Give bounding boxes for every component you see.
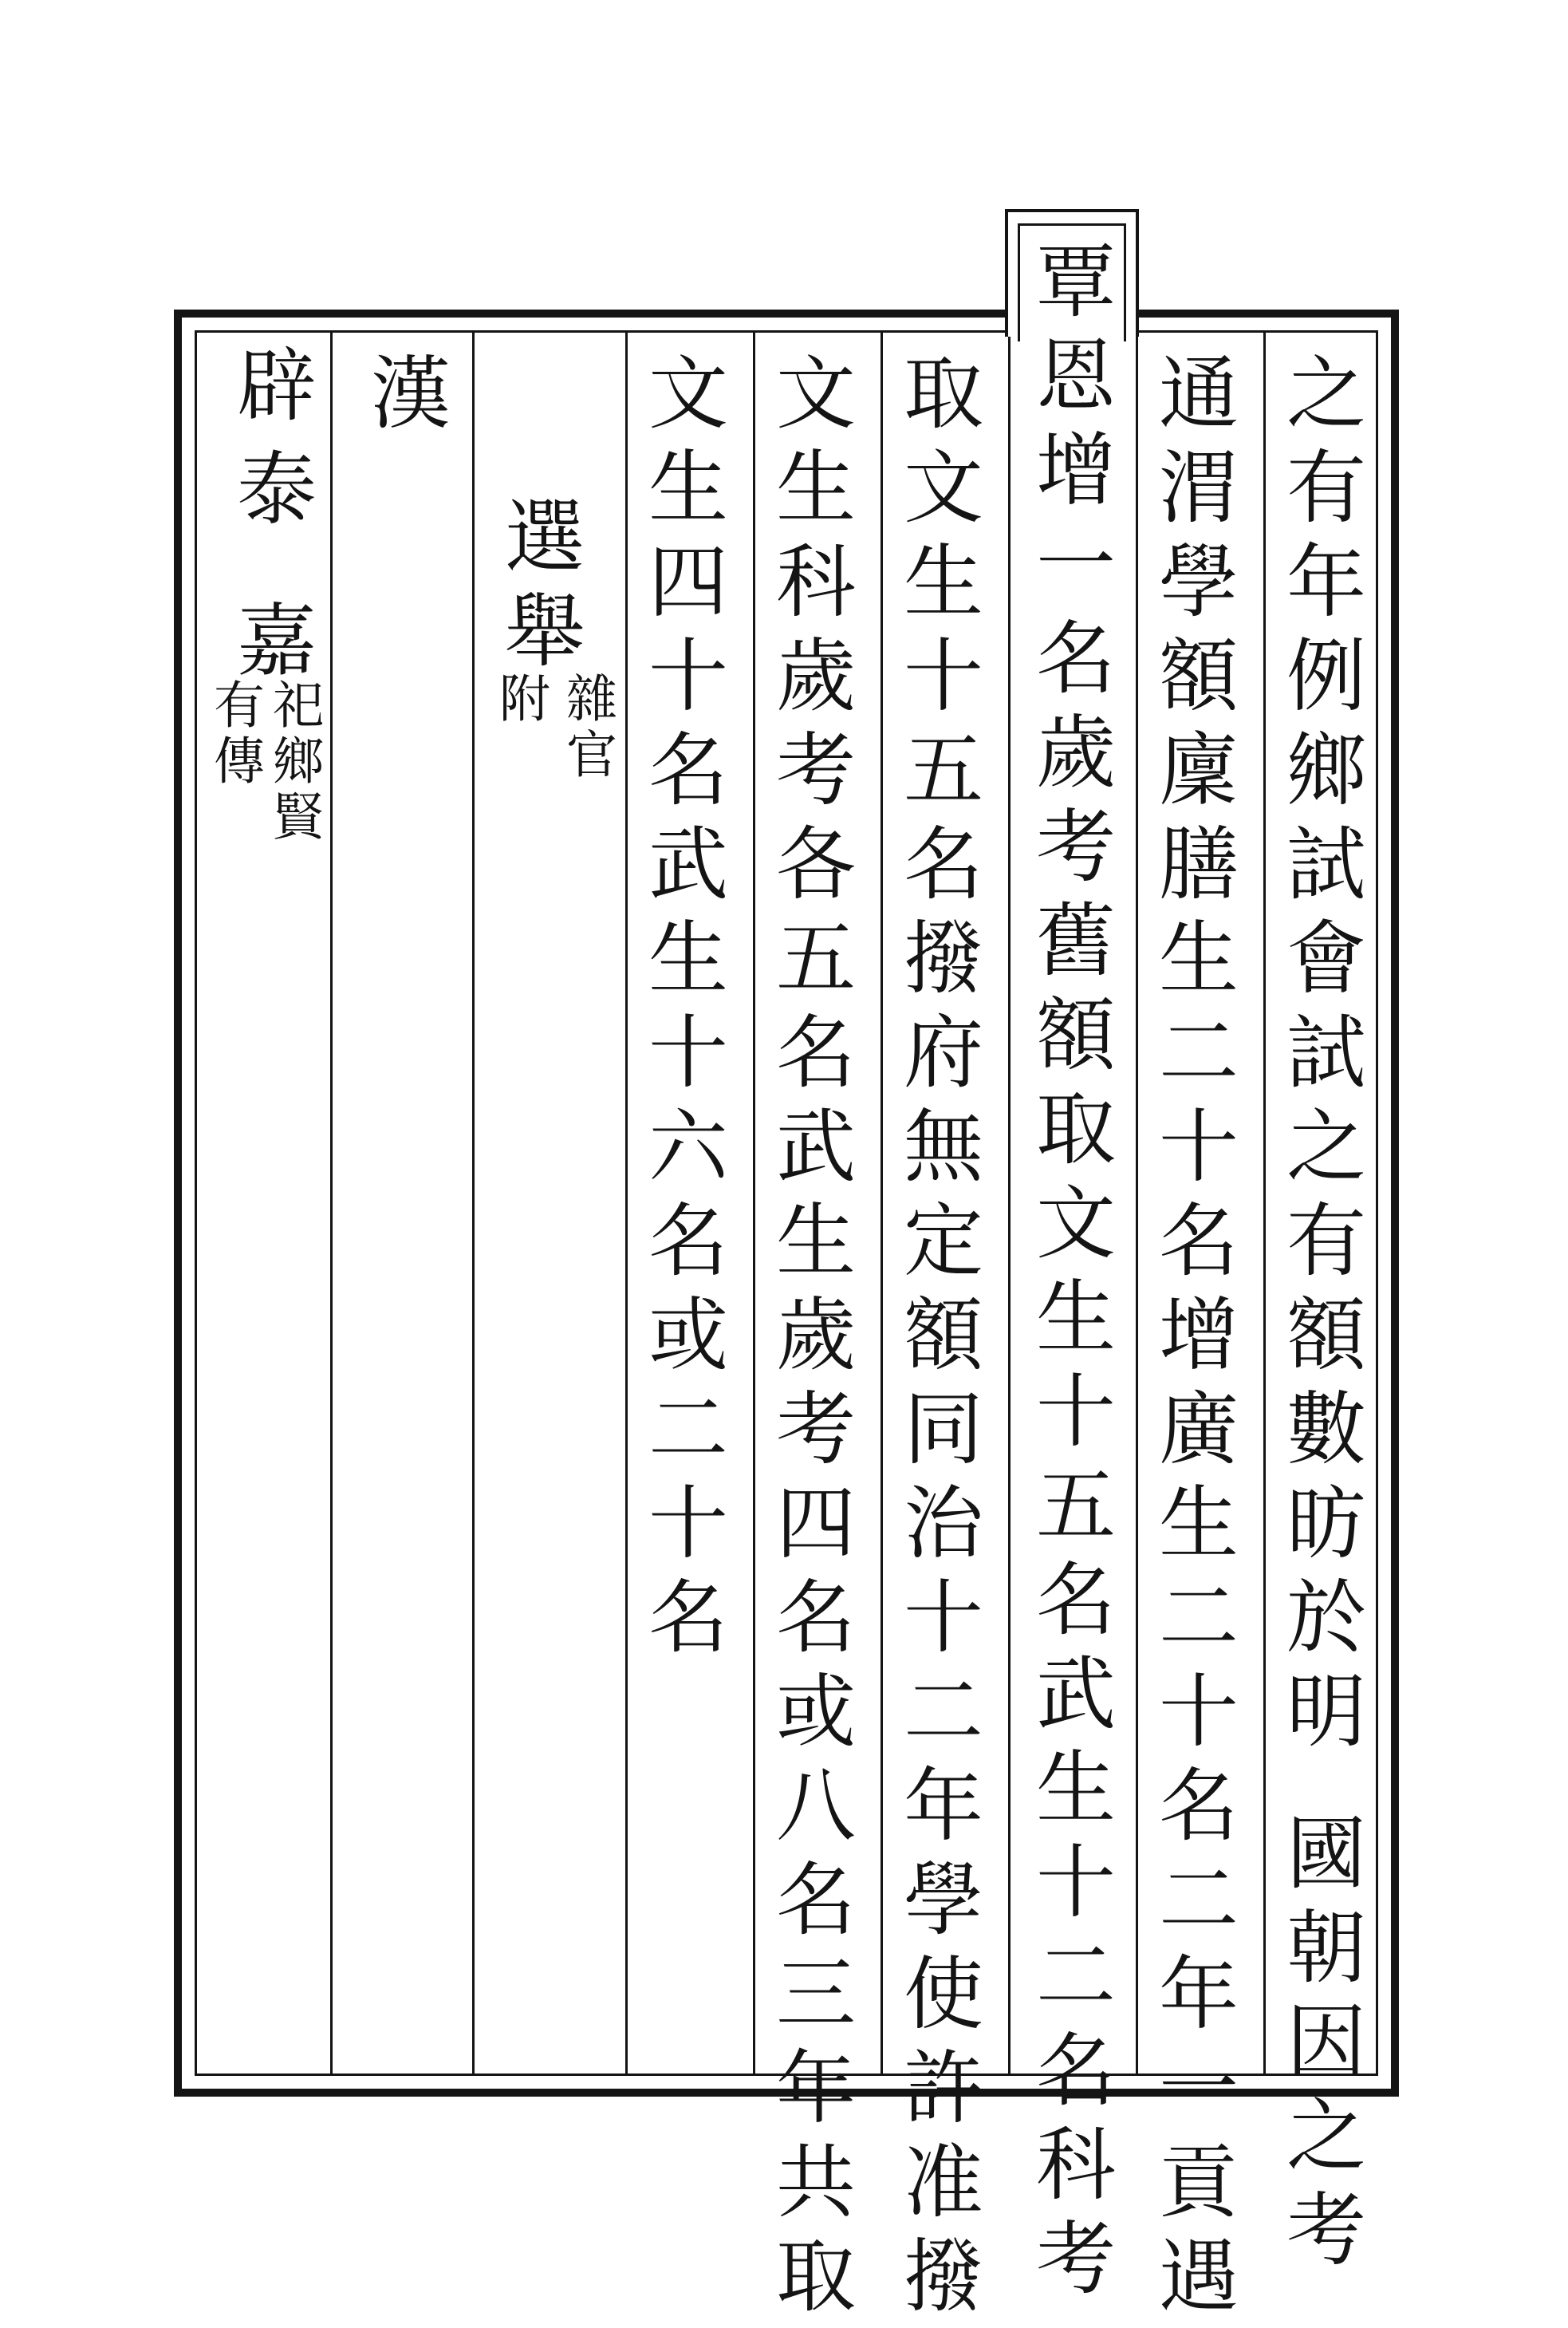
column-rule (472, 333, 475, 2074)
column-rule (625, 333, 628, 2074)
text-column-1-main: 之有年例鄉試會試之有額數昉於明 (1273, 351, 1366, 1763)
text-column-1-tail: 國朝因之考 (1273, 1811, 1366, 2282)
section-heading: 選舉 (491, 495, 585, 683)
column-rule (1008, 333, 1011, 2074)
text-column-3: 覃恩增一名歲考舊額取文生十五名武生十二名科考 (1022, 239, 1116, 2310)
text-column-2: 通渭學額廩膳生二十名增廣生二十名二年一貢遇 (1145, 351, 1239, 2328)
column-rule (330, 333, 333, 2074)
section-heading-note: 雜官 (557, 672, 617, 783)
text-column-5: 文生科歲考各五名武生歲考四名或八名三年共取 (762, 351, 856, 2328)
text-column-6: 文生四十名武生十六名或二十名 (635, 351, 728, 1669)
column-rule (753, 333, 755, 2074)
column-rule (1263, 333, 1266, 2074)
person-entry-name: 泰 (223, 447, 317, 541)
person-entry-name: 辟 (223, 343, 317, 437)
person-entry-note: 有傳 (205, 678, 264, 790)
text-column-4: 取文生十五名撥府無定額同治十二年學使許准撥 (890, 351, 983, 2328)
dynasty-heading: 漢 (357, 351, 451, 445)
person-entry-note: 祀鄉賢 (264, 678, 323, 846)
section-heading-note: 附 (490, 672, 550, 728)
text-column-1 (1273, 351, 1366, 2282)
column-rule (1136, 333, 1138, 2074)
person-entry-name: 嘉 (223, 598, 317, 692)
column-rule (881, 333, 883, 2074)
